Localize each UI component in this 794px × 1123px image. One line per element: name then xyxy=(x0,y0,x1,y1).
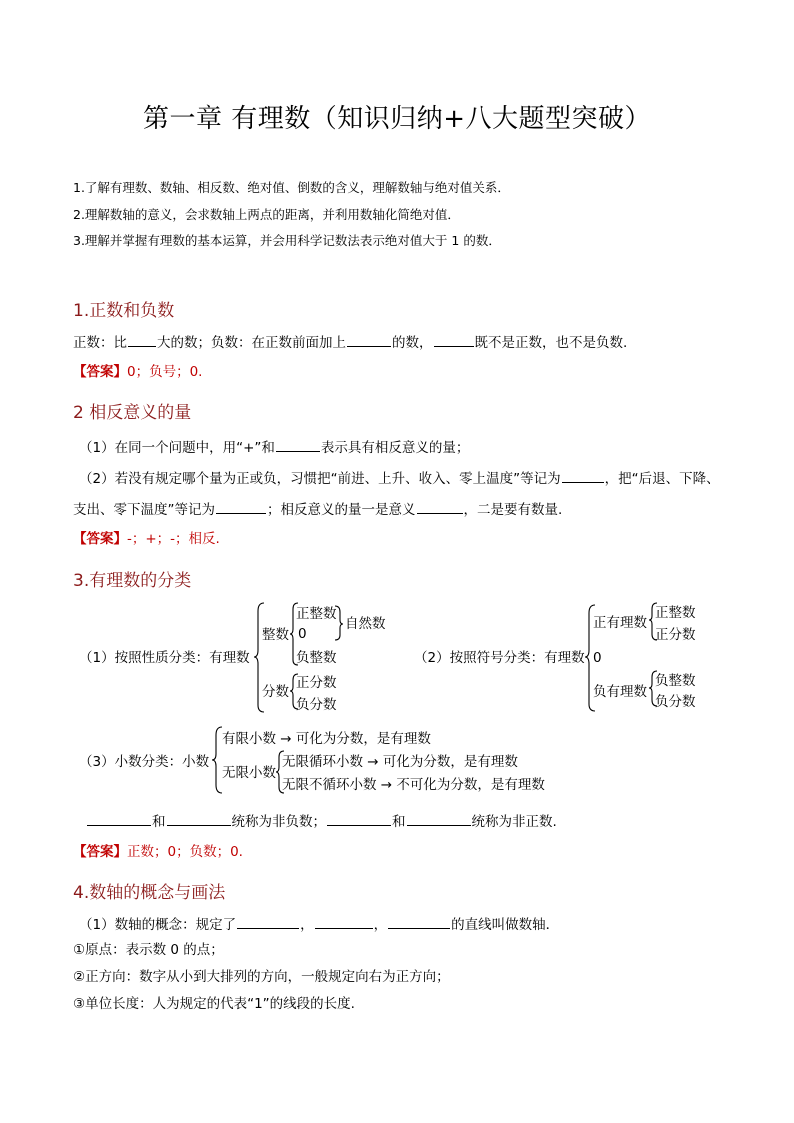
classify-decimal-label: （3）小数分类：小数 xyxy=(79,754,210,770)
section-4-unit: ③单位长度：人为规定的代表“1”的线段的长度. xyxy=(73,996,355,1012)
section-1-heading: 1.正数和负数 xyxy=(73,301,175,321)
c2-negative-integer: 负整数 xyxy=(655,673,696,689)
section-4-question-1: （1）数轴的概念：规定了 ， ， 的直线叫做数轴． xyxy=(79,917,560,933)
c1-positive-fraction: 正分数 xyxy=(296,675,337,691)
objective-1: 1.了解有理数、数轴、相反数、绝对值、倒数的含义，理解数轴与绝对值关系． xyxy=(73,180,510,195)
c1-zero: 0 xyxy=(298,626,307,642)
section-4-origin: ①原点：表示数 0 的点； xyxy=(73,942,224,958)
c2-positive-integer: 正整数 xyxy=(655,605,696,621)
section-3-heading: 3.有理数的分类 xyxy=(73,571,192,591)
c1-negative-integer: 负整数 xyxy=(296,650,337,666)
c3-finite-decimal: 有限小数 → 可化为分数，是有理数 xyxy=(222,731,431,747)
c1-fraction: 分数 xyxy=(262,684,289,700)
section-2-question-2b: 支出、零下温度”等记为 ；相反意义的量一是意义 ，二是要有数量. xyxy=(73,502,563,518)
section-1-question: 正数：比 大的数；负数：在正数前面加上 的数， 既不是正数，也不是负数. xyxy=(73,335,628,351)
classify-by-nature-label: （1）按照性质分类：有理数 xyxy=(79,650,250,666)
section-2-heading: 2 相反意义的量 xyxy=(73,403,192,423)
section-2-answer: 【答案】-；+；-；相反. xyxy=(73,531,220,547)
objective-2: 2.理解数轴的意义，会求数轴上两点的距离，并利用数轴化简绝对值． xyxy=(73,207,460,222)
c2-negative-rational: 负有理数 xyxy=(593,684,647,700)
section-4-direction: ②正方向：数字从小到大排列的方向，一般规定向右为正方向； xyxy=(73,969,450,985)
c3-repeating-decimal: 无限循环小数 → 可化为分数，是有理数 xyxy=(282,754,518,770)
section-4-heading: 4.数轴的概念与画法 xyxy=(73,883,226,903)
c1-integer: 整数 xyxy=(262,627,289,643)
c3-non-repeating-decimal: 无限不循环小数 → 不可化为分数，是有理数 xyxy=(282,777,545,793)
section-2-question-1: （1）在同一个问题中，用“+”和 表示具有相反意义的量； xyxy=(79,440,470,456)
section-1-answer: 【答案】0；负号；0. xyxy=(73,364,203,380)
c2-positive-rational: 正有理数 xyxy=(593,615,647,631)
classify-by-sign-label: （2）按照符号分类：有理数 xyxy=(414,650,585,666)
c3-infinite-decimal: 无限小数 xyxy=(222,765,276,781)
page-title: 第一章 有理数（知识归纳+八大题型突破） xyxy=(142,104,652,134)
objective-3: 3.理解并掌握有理数的基本运算，并会用科学记数法表示绝对值大于 1 的数． xyxy=(73,233,501,248)
c1-positive-integer: 正整数 xyxy=(296,606,337,622)
section-2-question-2a: （2）若没有规定哪个量为正或负，习惯把“前进、上升、收入、零上温度”等记为 ，把“后退、下降、 xyxy=(79,471,720,487)
c2-negative-fraction: 负分数 xyxy=(655,694,696,710)
c2-positive-fraction: 正分数 xyxy=(655,627,696,643)
c2-zero: 0 xyxy=(593,650,602,666)
section-3-answer: 【答案】正数；0；负数；0. xyxy=(73,844,243,860)
c1-natural-number: 自然数 xyxy=(345,616,386,632)
c1-negative-fraction: 负分数 xyxy=(296,697,337,713)
section-3-question: 和 统称为非负数； 和 统称为非正数. xyxy=(73,812,557,830)
